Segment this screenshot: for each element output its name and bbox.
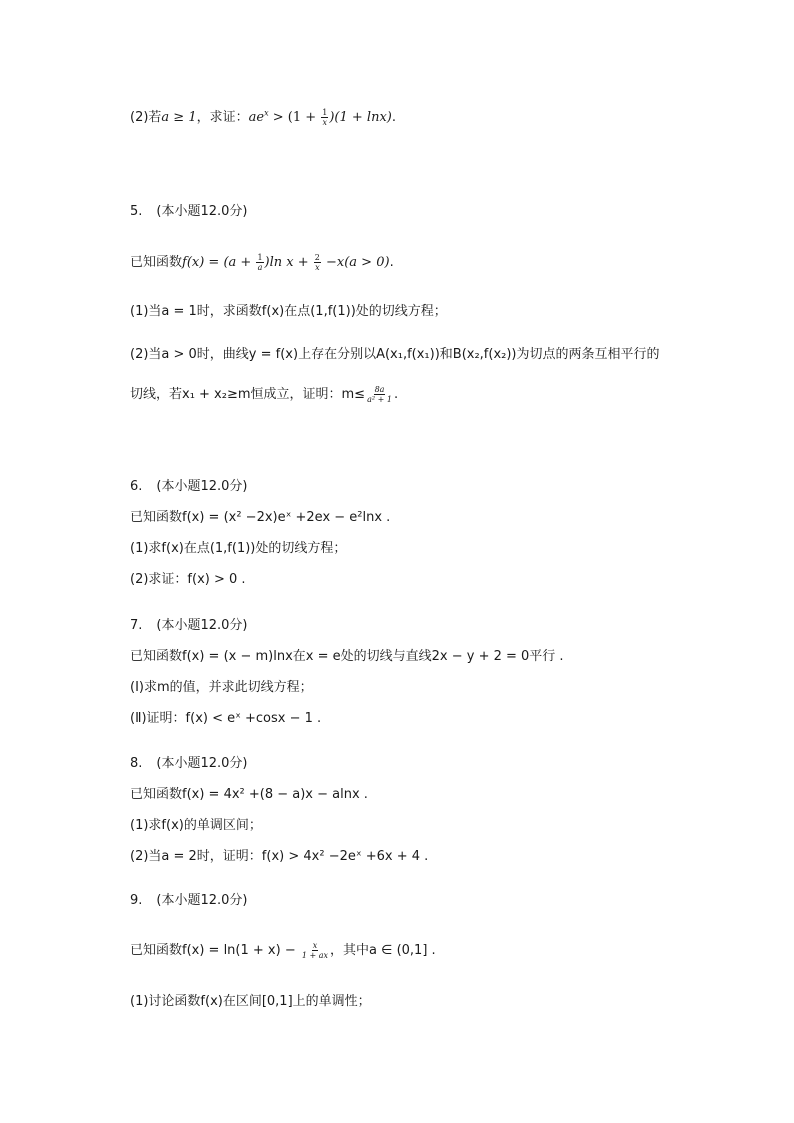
q8-number: 8. — [130, 756, 143, 771]
q8-score: (本小题12.0分) — [156, 756, 248, 771]
q5-number: 5. — [130, 204, 143, 219]
q4-frac-den: x — [322, 118, 328, 127]
q6-part1: (1)求f(x)在点(1,f(1))处的切线方程； — [130, 541, 347, 556]
q5-stem-prefix: 已知函数 — [130, 255, 183, 270]
q5-stem-f: f(x) = (a + — [182, 255, 256, 270]
q5-part2-line2 — [130, 385, 398, 404]
q4-part2-prefix: (2)若 — [130, 110, 162, 125]
q9-score: (本小题12.0分) — [156, 893, 248, 908]
q5-part2-line2-prefix: 切线，若x₁ + x₂≥m恒成立，证明：m≤ — [130, 387, 366, 402]
q5-frac1-num: 1 — [257, 253, 263, 262]
q5-part1: (1)当a = 1时，求函数f(x)在点(1,f(1))处的切线方程； — [130, 304, 447, 319]
q7-header — [130, 617, 248, 635]
q9-number: 9. — [130, 893, 143, 908]
q9-stem-tail: ，其中a ∈ (0,1] . — [330, 943, 436, 958]
q5-stem-tail: −x(a > 0) — [321, 255, 390, 270]
q5-stem-mid: )ln x + — [264, 255, 313, 270]
q4-part2-lhs: ae — [248, 110, 265, 125]
q5-p2-frac-num: 8a — [374, 385, 385, 394]
q6-score: (本小题12.0分) — [156, 479, 248, 494]
q7-part2: (Ⅱ)证明：f(x) < eˣ +cosx − 1 . — [130, 711, 322, 726]
q4-frac-num: 1 — [322, 108, 328, 117]
q4-part2-lhs-exp: x — [264, 108, 269, 118]
q4-part2-fraction — [321, 108, 328, 127]
q6-header — [130, 478, 248, 496]
q8-part2: (2)当a = 2时，证明：f(x) > 4x² −2eˣ +6x + 4 . — [130, 849, 429, 864]
q5-stem-end: . — [389, 255, 394, 270]
q5-score: (本小题12.0分) — [156, 204, 248, 219]
q4-part2-mid: ，求证： — [196, 110, 249, 125]
q9-stem-fraction — [301, 941, 329, 960]
q6-stem: 已知函数f(x) = (x² −2x)eˣ +2ex − e²lnx . — [130, 510, 391, 525]
q5-stem-frac2 — [314, 253, 321, 272]
q8-stem: 已知函数f(x) = 4x² +(8 − a)x − alnx . — [130, 787, 368, 802]
q9-header — [130, 892, 248, 910]
q7-number: 7. — [130, 618, 143, 633]
q4-part2-rel: > (1 + — [268, 110, 321, 125]
q6-number: 6. — [130, 479, 143, 494]
q5-header — [130, 203, 248, 221]
q7-stem: 已知函数f(x) = (x − m)lnx在x = e处的切线与直线2x − y + 2 = 0平行 . — [130, 649, 564, 664]
q4-part2 — [130, 108, 396, 127]
q5-part2-fraction — [366, 385, 393, 404]
q5-stem-frac1 — [256, 253, 263, 272]
q7-part1: (Ⅰ)求m的值，并求此切线方程； — [130, 680, 313, 695]
q4-part2-cond: a ≥ 1 — [161, 110, 197, 125]
q4-part2-end: . — [391, 110, 397, 125]
q5-frac1-den: a — [257, 263, 263, 272]
q8-part1: (1)求f(x)的单调区间； — [130, 818, 262, 833]
q7-score: (本小题12.0分) — [156, 618, 248, 633]
q5-frac2-den: x — [315, 263, 320, 272]
q6-part2: (2)求证：f(x) > 0 . — [130, 572, 246, 587]
q5-part2-end: . — [393, 387, 399, 402]
q9-frac-den: 1 + ax — [301, 951, 329, 960]
q9-part1: (1)讨论函数f(x)在区间[0,1]上的单调性； — [130, 994, 371, 1009]
q9-frac-num: x — [312, 941, 318, 950]
q4-part2-rhs: )(1 + lnx) — [329, 110, 392, 125]
q9-stem-prefix: 已知函数f(x) = ln(1 + x) − — [130, 943, 300, 958]
q5-frac2-num: 2 — [314, 253, 320, 262]
q8-header — [130, 755, 248, 773]
q9-stem — [130, 941, 436, 960]
q5-stem — [130, 253, 394, 272]
q5-part2-line1: (2)当a > 0时，曲线y = f(x)上存在分别以A(x₁,f(x₁))和B(x₂,f(x₂))为切点的两条互相平行的 — [130, 347, 660, 362]
q5-p2-frac-den: a² + 1 — [367, 395, 392, 404]
